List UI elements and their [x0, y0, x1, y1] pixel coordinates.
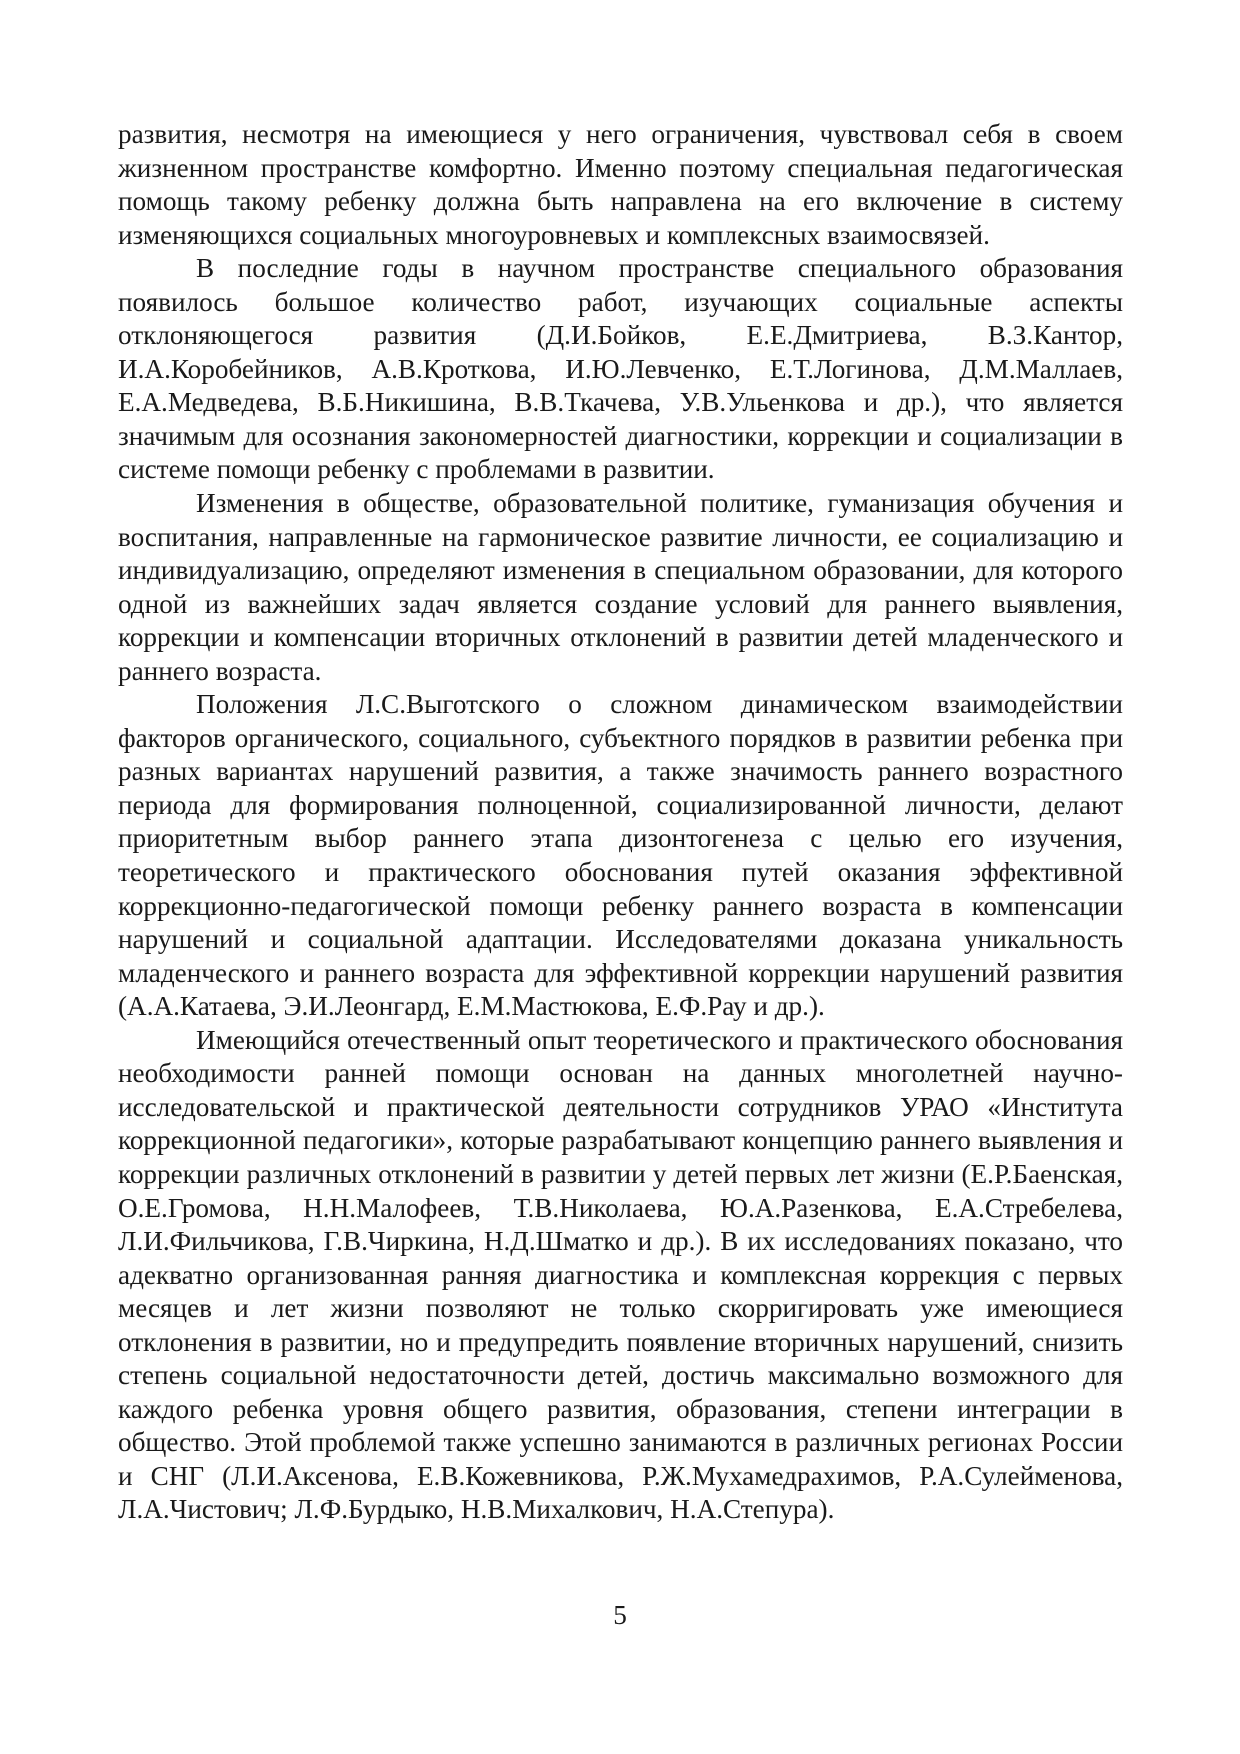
- paragraph-vygotsky: Положения Л.С.Выготского о сложном динамическом взаимодействии факторов органического, социального, субъектного порядков в развитии ребенка при разных вариантах нарушений развития, а также значимость раннего возрастного периода для формирования полноценной, социализированной личности, делают приоритетным выбор раннего этапа дизонтогенеза с целью его изучения, теоретического и практического обоснования путей оказания эффективной коррекционно-педагогической помощи ребенку раннего возраста в компенсации нарушений и социальной адаптации. Исследователями доказана уникальность младенческого и раннего возраста для эффективной коррекции нарушений развития (А.А.Катаева, Э.И.Леонгард, Е.М.Мастюкова, Е.Ф.Рау и др.).: [118, 689, 1123, 1022]
- paragraph-domestic-experience: Имеющийся отечественный опыт теоретического и практического обоснования необходимости ранней помощи основан на данных многолетней научно-исследовательской и практической деятельности сотрудников УРАО «Института коррекционной педагогики», которые разрабатывают концепцию раннего выявления и коррекции различных отклонений в развитии у детей первых лет жизни (Е.Р.Баенская, О.Е.Громова, Н.Н.Малофеев, Т.В.Николаева, Ю.А.Разенкова, Е.А.Стребелева, Л.И.Фильчикова, Г.В.Чиркина, Н.Д.Шматко и др.). В их исследованиях показано, что адекватно организованная ранняя диагностика и комплексная коррекция с первых месяцев и лет жизни позволяют не только скорригировать уже имеющиеся отклонения в развитии, но и предупредить появление вторичных нарушений, снизить степень социальной недостаточности детей, достичь максимально возможного для каждого ребенка уровня общего развития, образования, степени интеграции в общество. Этой проблемой также успешно занимаются в различных регионах России и СНГ (Л.И.Аксенова, Е.В.Кожевникова, Р.Ж.Мухамедрахимов, Р.А.Сулейменова, Л.А.Чистович; Л.Ф.Бурдыко, Н.В.Михалкович, Н.А.Степура).: [118, 1024, 1123, 1525]
- body-text: [118, 118, 1123, 1527]
- paragraph-recent-works: В последние годы в научном пространстве специального образования появилось большое количество работ, изучающих социальные аспекты отклоняющегося развития (Д.И.Бойков, Е.Е.Дмитриева, В.З.Кантор, И.А.Коробейников, А.В.Кроткова, И.Ю.Левченко, Е.Т.Логинова, Д.М.Маллаев, Е.А.Медведева, В.Б.Никишина, В.В.Ткачева, У.В.Ульенкова и др.), что является значимым для осознания закономерностей диагностики, коррекции и социализации в системе помощи ребенку с проблемами в развитии.: [118, 253, 1123, 485]
- paragraph-continuation: развития, несмотря на имеющиеся у него ограничения, чувствовал себя в своем жизненном пространстве комфортно. Именно поэтому специальная педагогическая помощь такому ребенку должна быть направлена на его включение в систему изменяющихся социальных многоуровневых и комплексных взаимосвязей.: [118, 119, 1123, 250]
- page-number: 5: [613, 1600, 627, 1630]
- paragraph-changes-in-society: Изменения в обществе, образовательной политике, гуманизация обучения и воспитания, направленные на гармоническое развитие личности, ее социализацию и индивидуализацию, определяют изменения в специальном образовании, для которого одной из важнейших задач является создание условий для раннего выявления, коррекции и компенсации вторичных отклонений в развитии детей младенческого и раннего возраста.: [118, 488, 1123, 686]
